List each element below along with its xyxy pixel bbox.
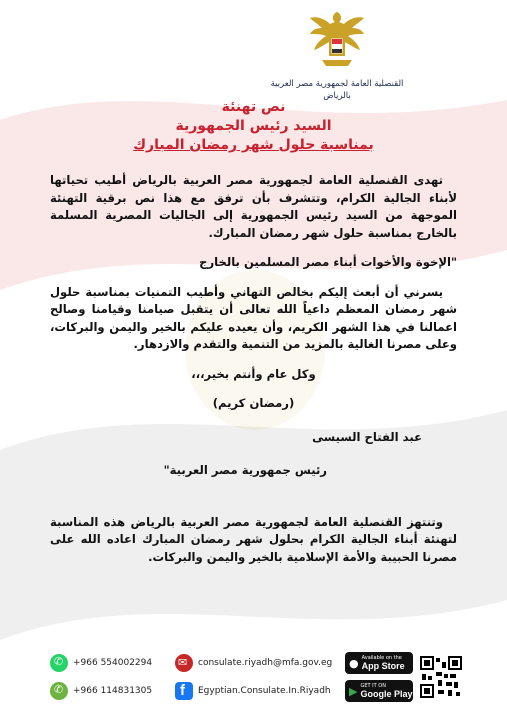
contact-footer [0,652,507,712]
intro-paragraph: تهدى القنصلية العامة لجمهورية مصر العربية بالرياض أطيب تحياتها لأبناء الجالية الكرام، وتتشرف بأن ترفق مع هذا نص برقية التهنئة الموجهة من السيد رئيس الجمهورية إلى الجاليات المصرية المسلمة بالخارج بمناسبة حلول شهر رمضان المبارك. [50,173,457,240]
phone-column [50,652,152,708]
whatsapp-icon [50,654,68,672]
google-play-large: Google Play [360,689,413,699]
app-store-small: Available on the [361,655,402,661]
consulate-name: القنصلية العامة لجمهورية مصر العربية [270,79,404,89]
greeting: وكل عام وأنتم بخير،،، [191,366,316,381]
whatsapp-number[interactable]: +966 554002294 [73,658,153,668]
whatsapp-row[interactable] [50,652,152,674]
email-icon [175,654,193,672]
app-store-badge[interactable] [345,652,413,674]
title-block [0,98,507,155]
facebook-page[interactable]: Egyptian.Consulate.In.Riyadh [198,686,331,696]
facebook-row[interactable] [175,680,332,702]
google-play-icon: ▶ [349,684,358,698]
apple-icon: ● [349,656,359,670]
phone-icon [50,682,68,700]
letterhead [237,8,437,102]
phone-row[interactable] [50,680,152,702]
online-column [175,652,332,708]
google-play-badge[interactable] [345,680,413,702]
email-row[interactable] [175,652,332,674]
title-line-1: نص تهنئة [221,99,286,115]
google-play-small: GET IT ON [360,683,386,689]
app-stores [345,652,413,708]
ramadan-kareem: (رمضان كريم) [212,396,295,410]
title-line-2: السيد رئيس الجمهورية [175,118,332,134]
message-paragraph: يسرني أن أبعث إليكم بخالص التهاني وأطيب التمنيات بمناسبة حلول شهر رمضان المعظم داعياً الله تعالى أن يتقبل صيامنا وقيامنا وصالح اعمالنا في هذا الشهر الكريم، وأن يعيده عليكم بالخير واليمن والبركات، وعلى مصرنا الغالية بالمزيد من التنمية والتقدم والازدهار. [50,284,457,351]
signature-title: رئيس جمهورية مصر العربية" [163,463,327,477]
letter-body [50,172,457,578]
title-line-3: بمناسبة حلول شهر رمضان المبارك [133,137,374,153]
qr-code-icon[interactable] [420,656,462,698]
closing-paragraph: وتنتهز القنصلية العامة لجمهورية مصر العربية بالرياض هذه المناسبة لتهنئة أبناء الجالية الكرام بحلول شهر رمضان المبارك اعاده الله على مصرنا الحبيبة والأمة الإسلامية بالخير واليمن والبركات. [50,514,457,564]
email-address[interactable]: consulate.riyadh@mfa.gov.eg [198,658,333,668]
consulate-city: بالرياض [323,91,351,101]
signature-name: عبد الفتاح السيسى [312,429,422,444]
facebook-icon [175,682,193,700]
app-store-large: App Store [361,661,405,671]
salutation: "الإخوة والأخوات أبناء مصر المسلمين بالخارج [199,255,457,269]
egypt-eagle-icon [308,8,366,72]
phone-number[interactable]: +966 114831305 [73,686,153,696]
